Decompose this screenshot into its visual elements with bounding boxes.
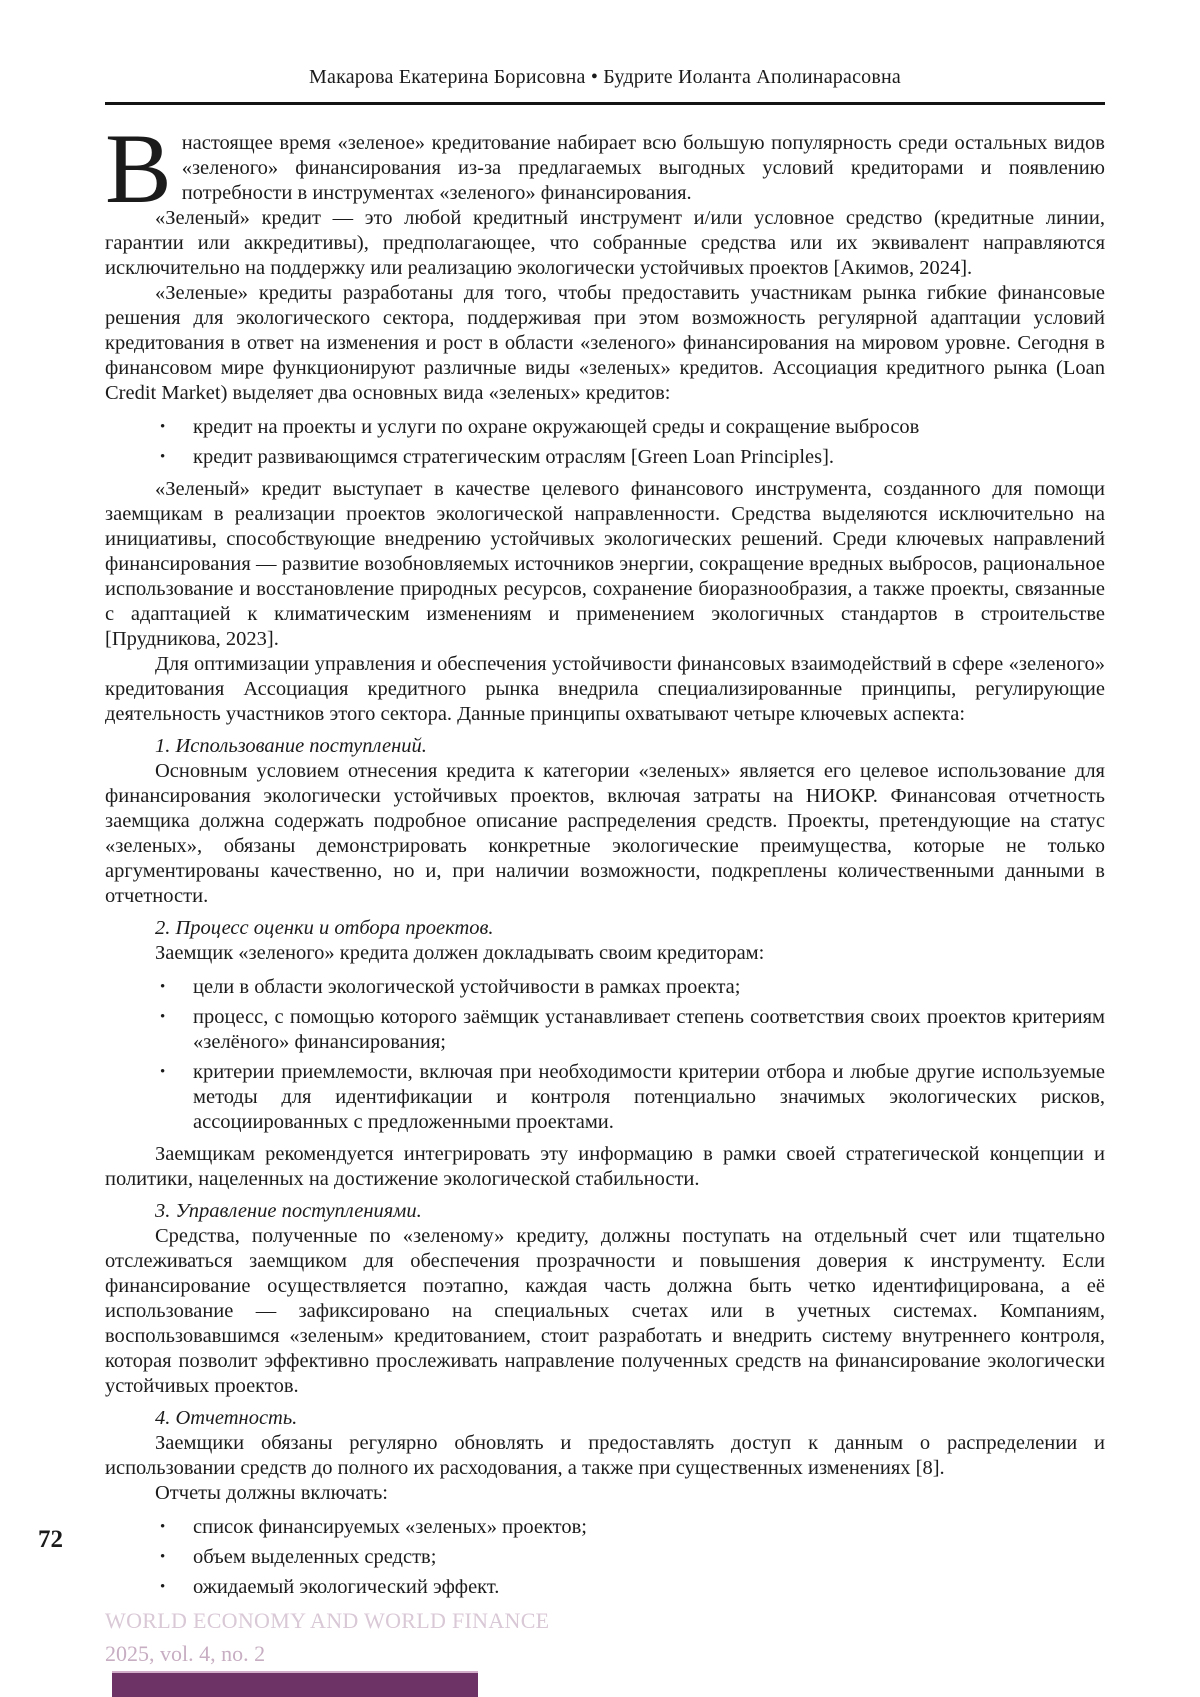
paragraph: Отчеты должны включать:	[155, 1482, 388, 1504]
journal-footer	[105, 1604, 549, 1670]
paragraph: Заемщики обязаны регулярно обновлять и предоставлять доступ к данным о распределении и использовании средств до полного их расходования, а также при существенных изменениях [8].	[105, 1432, 1105, 1479]
bullet-text: кредит на проекты и услуги по охране окружающей среды и сокращение выбросов	[193, 416, 920, 438]
paragraph: «Зеленые» кредиты разработаны для того, чтобы предоставить участникам рынка гибкие финансовые решения для экологического сектора, поддерживая при этом возможность регулярной адаптации условий кредитования в ответ на изменения и рост в области «зеленого» финансирования на мировом уровне. Сегодня в финансовом мире функционируют различные виды «зеленых» кредитов. Ассоциация кредитного рынка (Loan Credit Market) выделяет два основных вида «зеленых» кредитов:	[105, 282, 1105, 404]
bullet-item	[105, 1515, 1105, 1540]
article-body	[105, 113, 1105, 1600]
bullet-marker: •	[160, 1009, 166, 1025]
bullet-marker: •	[160, 1519, 166, 1535]
bullet-item	[105, 1060, 1105, 1135]
bullet-item	[105, 1575, 1105, 1600]
bullet-text: объем выделенных средств;	[193, 1546, 437, 1568]
lead-paragraph	[105, 113, 1105, 224]
header-rule	[105, 102, 1105, 105]
bullet-item	[105, 415, 1105, 440]
paragraph: «Зеленый» кредит — это любой кредитный инструмент и/или условное средство (кредитные линии, гарантии или аккредитивы), предполагающее, что собранные средства или их эквивалент направляются исключительно на поддержку или реализацию экологически устойчивых проектов [Акимов, 2024].	[105, 207, 1105, 279]
bullet-list	[105, 975, 1105, 1135]
paragraph: «Зеленый» кредит выступает в качестве целевого финансового инструмента, созданного для помощи заемщикам в реализации проектов экологической направленности. Средства выделяются исключительно на инициативы, способствующие внедрению устойчивых экологических решений. Среди ключевых направлений финансирования — развитие возобновляемых источников энергии, сокращение вредных выбросов, рациональное использование и восстановление природных ресурсов, сохранение биоразнообразия, а также проекты, связанные с адаптацией к климатическим изменениям и применением экологичных стандартов в строительстве [Прудникова, 2023].	[105, 478, 1105, 650]
bullet-text: кредит развивающимся стратегическим отраслям [Green Loan Principles].	[193, 446, 835, 468]
section-heading: 1. Использование поступлений.	[155, 735, 427, 757]
section-heading: 3. Управление поступлениями.	[155, 1200, 422, 1222]
paragraph: Заемщикам рекомендуется интегрировать эту информацию в рамки своей стратегической концепции и политики, нацеленных на достижение экологической стабильности.	[105, 1143, 1105, 1190]
lead-text: настоящее время «зеленое» кредитование набирает всю большую популярность среди остальных видов «зеленого» финансирования из-за предлагаемых выгодных условий кредиторами и появлению потребности в инструментах «зеленого» финансирования.	[181, 132, 1105, 204]
bullet-list	[105, 1515, 1105, 1600]
authors-line: Макарова Екатерина Борисовна • Будрите Иоланта Аполинарасовна	[309, 66, 901, 88]
section-heading: 2. Процесс оценки и отбора проектов.	[155, 917, 494, 939]
footer-accent-bar	[112, 1671, 478, 1697]
bullet-item	[105, 445, 1105, 470]
bullet-list	[105, 415, 1105, 470]
content-column	[105, 0, 1105, 1600]
bullet-marker: •	[160, 449, 166, 465]
section-heading: 4. Отчетность.	[155, 1407, 298, 1429]
paragraph: Основным условием отнесения кредита к категории «зеленых» является его целевое использование для финансирования экологически устойчивых проектов, включая затраты на НИОКР. Финансовая отчетность заемщика должна содержать подробное описание распределения средств. Проекты, претендующие на статус «зеленых», обязаны демонстрировать конкретные экологические преимущества, которые не только аргументированы качественно, но и, при наличии возможности, подкреплены количественными данными в отчетности.	[105, 760, 1105, 907]
bullet-marker: •	[160, 979, 166, 995]
journal-issue: 2025, vol. 4, no. 2	[105, 1641, 266, 1666]
bullet-text: критерии приемлемости, включая при необходимости критерии отбора и любые другие используемые методы для идентификации и контроля потенциально значимых экологических рисков, ассоциированных с предложенными проектами.	[193, 1061, 1105, 1133]
bullet-marker: •	[160, 1064, 166, 1080]
journal-title: WORLD ECONOMY AND WORLD FINANCE	[105, 1608, 550, 1633]
bullet-item	[105, 975, 1105, 1000]
bullet-text: процесс, с помощью которого заёмщик устанавливает степень соответствия своих проектов критериям «зелёного» финансирования;	[193, 1006, 1105, 1053]
bullet-item	[105, 1545, 1105, 1570]
drop-cap: В	[105, 113, 172, 224]
page-number: 72	[38, 1526, 63, 1553]
bullet-item	[105, 1005, 1105, 1055]
bullet-marker: •	[160, 1549, 166, 1565]
bullet-marker: •	[160, 1579, 166, 1595]
paragraph: Заемщик «зеленого» кредита должен докладывать своим кредиторам:	[155, 942, 765, 964]
paragraph: Средства, полученные по «зеленому» кредиту, должны поступать на отдельный счет или тщательно отслеживаться заемщиком для обеспечения прозрачности и повышения доверия к инструменту. Если финансирование осуществляется поэтапно, каждая часть должна быть четко идентифицирована, а её использование — зафиксировано на специальных счетах или в учетных системах. Компаниям, воспользовавшимся «зеленым» кредитованием, стоит разработать и внедрить систему внутреннего контроля, которая позволит эффективно прослеживать направление полученных средств на финансирование экологически устойчивых проектов.	[105, 1225, 1105, 1397]
bullet-text: ожидаемый экологический эффект.	[193, 1576, 500, 1598]
bullet-text: список финансируемых «зеленых» проектов;	[193, 1516, 587, 1538]
bullet-marker: •	[160, 419, 166, 435]
bullet-text: цели в области экологической устойчивости в рамках проекта;	[193, 976, 741, 998]
paragraph: Для оптимизации управления и обеспечения устойчивости финансовых взаимодействий в сфере «зеленого» кредитования Ассоциация кредитного рынка внедрила специализированные принципы, регулирующие деятельность участников этого сектора. Данные принципы охватывают четыре ключевых аспекта:	[105, 653, 1105, 725]
